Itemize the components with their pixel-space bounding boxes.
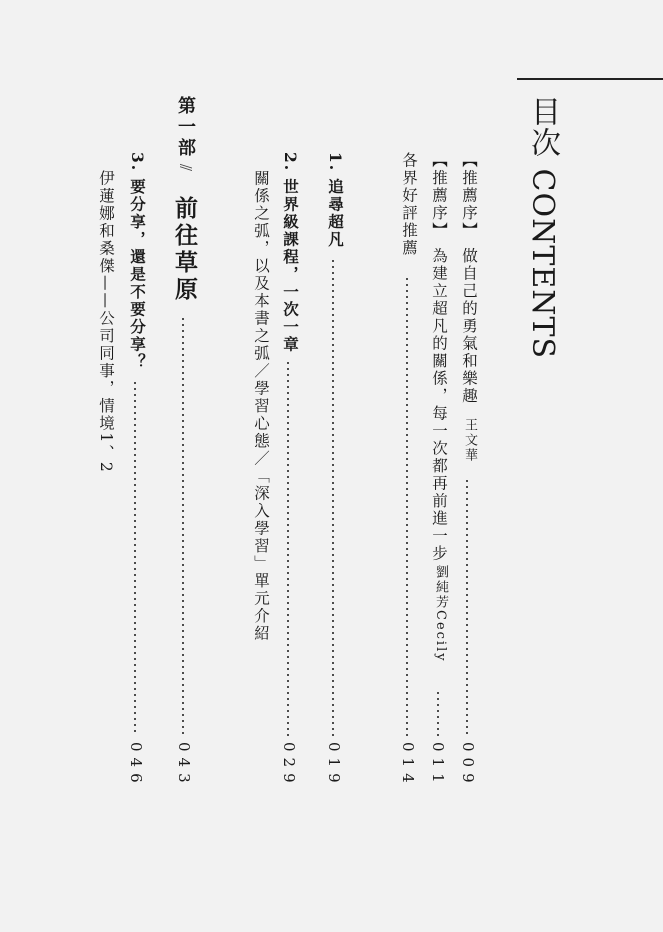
entry-prefix: 【推薦序】	[430, 152, 448, 240]
dot-leader	[134, 380, 136, 736]
page-number[interactable]: 043	[175, 742, 193, 789]
entry-author: 王文華	[462, 418, 477, 463]
toc-entry-endorsements[interactable]: 各界好評推薦	[400, 152, 418, 257]
chapter-title: 世界級課程，一次一章	[281, 178, 300, 354]
toc-chapter-3[interactable]	[124, 152, 150, 371]
dot-leader	[466, 478, 468, 736]
entry-prefix: 【推薦序】	[460, 152, 478, 240]
toc-chapter-1[interactable]	[322, 152, 348, 248]
dot-leader	[406, 276, 408, 736]
page-title: 目次 CONTENTS	[525, 96, 560, 360]
entry-author: 劉純芳Cecily	[433, 565, 448, 663]
page-number[interactable]: 011	[429, 742, 447, 789]
part-divider-icon: ⫽	[176, 164, 195, 172]
entry-title: 為建立超凡的關係，每一次都再前進一步	[430, 247, 448, 563]
chapter-number: 2.	[281, 152, 300, 173]
chapter-title: 追尋超凡	[326, 178, 345, 249]
chapter-number: 1.	[326, 152, 345, 173]
entry-title: 做自己的勇氣和樂趣	[460, 247, 478, 405]
chapter-3-subtitle: 伊蓮娜和桑傑——公司同事，情境1、2	[97, 170, 115, 474]
chapter-title: 要分享，還是不要分享？	[128, 178, 147, 371]
dot-leader	[332, 258, 334, 736]
toc-chapter-2[interactable]	[277, 152, 303, 353]
toc-entry-foreword-2[interactable]	[426, 152, 452, 563]
page-number[interactable]: 009	[459, 742, 477, 789]
dot-leader	[437, 690, 439, 736]
header-rule	[517, 78, 663, 80]
dot-leader	[287, 360, 289, 736]
page-number[interactable]: 046	[127, 742, 145, 789]
dot-leader	[182, 316, 184, 736]
toc-entry-foreword-1[interactable]	[456, 152, 482, 405]
page-number[interactable]: 019	[325, 742, 343, 789]
chapter-number: 3.	[128, 152, 147, 173]
part-label: 第一部	[175, 96, 196, 159]
page-number[interactable]: 014	[399, 742, 417, 789]
page-number[interactable]: 029	[280, 742, 298, 789]
chapter-2-subtitle: 關係之弧，以及本書之弧／學習心態／「深入學習」單元介紹	[252, 170, 270, 643]
part-title[interactable]: 前往草原	[171, 196, 197, 304]
